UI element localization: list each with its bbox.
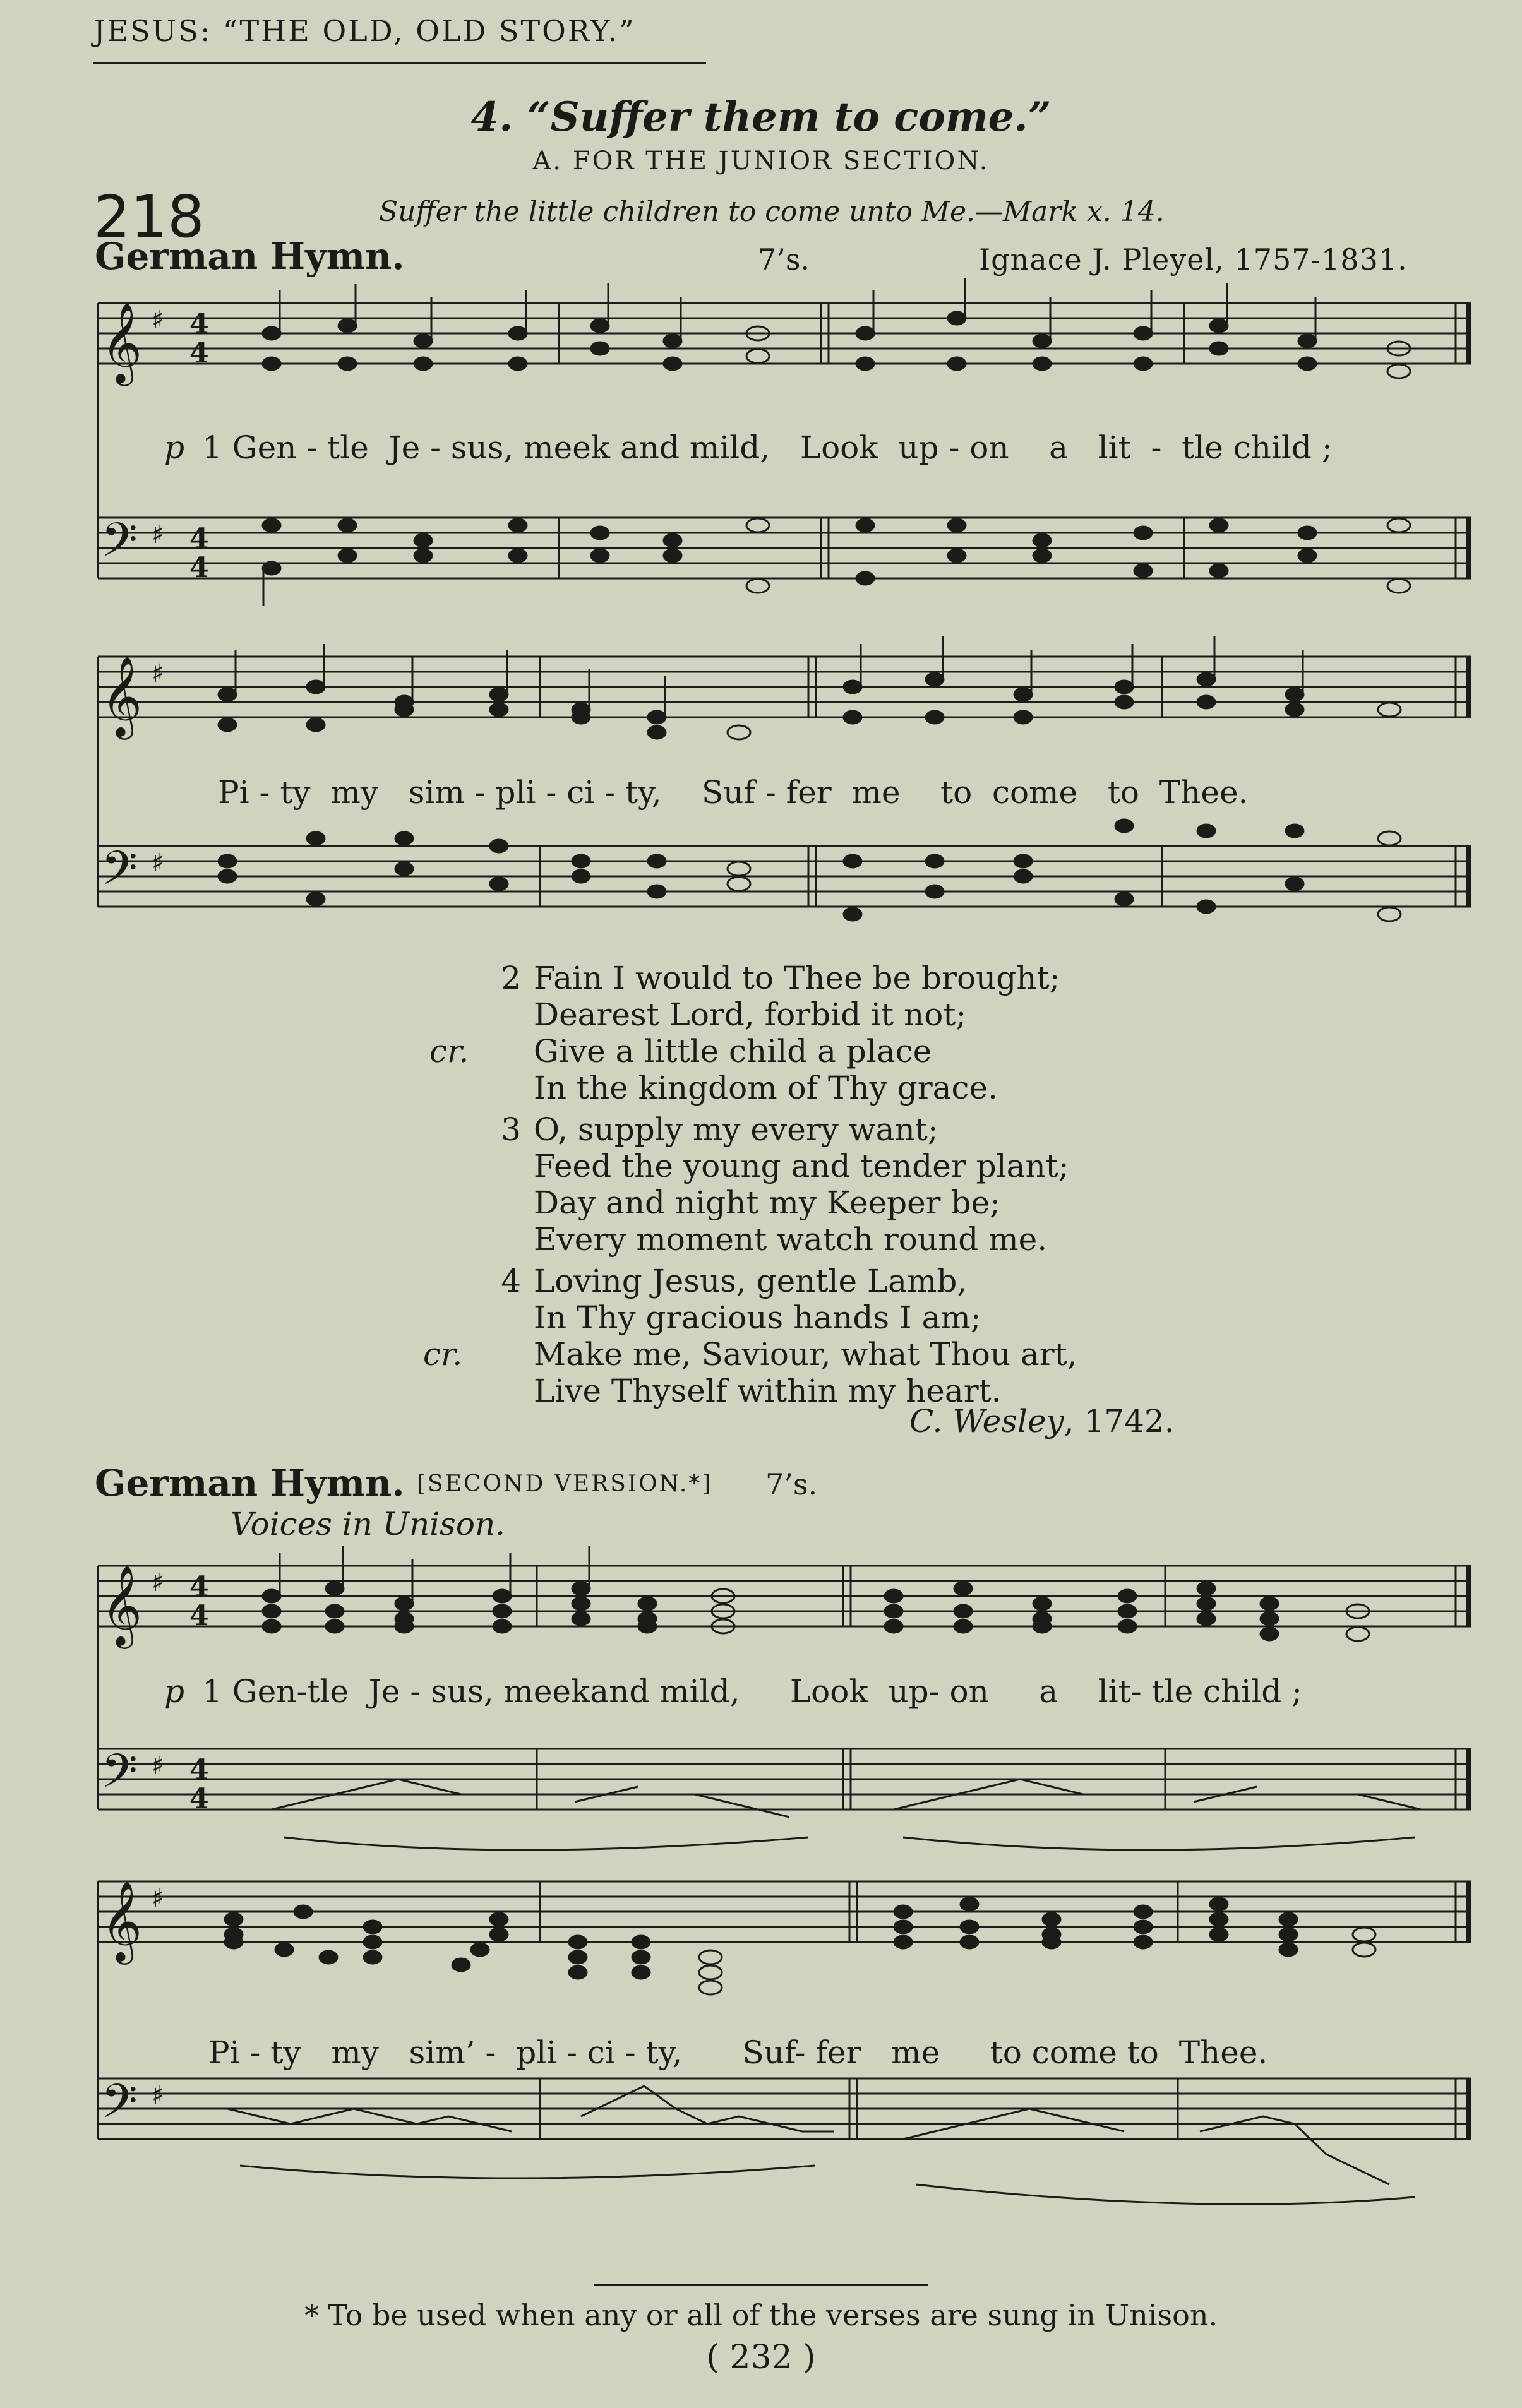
verse-line: In Thy gracious hands I am;: [534, 1299, 981, 1336]
author-name: C. Wesley: [909, 1403, 1064, 1439]
footnote: * To be used when any or all of the verses are sung in Unison.: [304, 2298, 1218, 2332]
svg-text:♯: ♯: [152, 1884, 164, 1913]
scripture-epigraph: Suffer the little children to come unto Me.—Mark x. 14.: [379, 196, 1165, 228]
svg-text:𝄞: 𝄞: [101, 655, 143, 736]
verses-block: [404, 960, 1077, 1409]
section-subtitle: A. FOR THE JUNIOR SECTION.: [532, 146, 990, 176]
verse-line: Dearest Lord, forbid it not;: [534, 996, 967, 1033]
verse-number: 3: [501, 1111, 521, 1148]
svg-text:4: 4: [189, 308, 209, 340]
verse-2: [404, 960, 1077, 1106]
verse-line: O, supply my every want;: [534, 1111, 938, 1148]
svg-text:4: 4: [189, 1571, 209, 1603]
section-title: 4. “Suffer them to come.”: [470, 93, 1052, 141]
dynamic-piano-2: p: [164, 1673, 185, 1710]
page-number: ( 232 ): [706, 2339, 816, 2376]
lyrics-line-4: Pi - ty my sim’ - pli - ci - ty, Suf- fer me to come to Thee.: [208, 2034, 1268, 2071]
author-attribution: [909, 1403, 1175, 1439]
svg-text:𝄢: 𝄢: [101, 2074, 138, 2140]
svg-text:4: 4: [189, 1754, 209, 1786]
crescendo-mark: cr.: [423, 1336, 463, 1373]
svg-text:𝄞: 𝄞: [101, 1880, 143, 1961]
verse-line: Feed the young and tender plant;: [534, 1148, 1069, 1184]
svg-text:♯: ♯: [152, 520, 164, 549]
footnote-rule: [594, 2284, 928, 2286]
verse-line: Day and night my Keeper be;: [534, 1184, 1000, 1221]
svg-text:𝄢: 𝄢: [101, 1744, 138, 1810]
verse-line: Give a little child a place: [534, 1033, 932, 1070]
verse-mark: [404, 996, 521, 1033]
verse-line: In the kingdom of Thy grace.: [534, 1070, 998, 1106]
svg-text:4: 4: [189, 1600, 209, 1632]
header-rule: [93, 62, 706, 64]
svg-text:4: 4: [189, 523, 209, 555]
svg-text:4: 4: [189, 1783, 209, 1815]
svg-text:4: 4: [189, 552, 209, 584]
lyrics-line-3: 1 Gen-tle Je - sus, meekand mild, Look up- on a lit- tle child ;: [202, 1673, 1302, 1710]
svg-text:𝄢: 𝄢: [101, 513, 138, 579]
svg-text:♯: ♯: [152, 2081, 164, 2110]
verse-line: Fain I would to Thee be brought;: [534, 960, 1060, 996]
verse-line: Every moment watch round me.: [534, 1221, 1048, 1258]
crescendo-mark: cr.: [429, 1033, 469, 1070]
lyrics-line-1: 1 Gen - tle Je - sus, meek and mild, Look up - on a lit - tle child ;: [202, 429, 1333, 466]
verse-number: 4: [501, 1263, 521, 1299]
author-year: , 1742.: [1064, 1403, 1175, 1439]
svg-text:𝄢: 𝄢: [101, 841, 138, 907]
verse-line: Make me, Saviour, what Thou art,: [534, 1336, 1077, 1373]
svg-text:𝄞: 𝄞: [101, 302, 143, 383]
running-header: JESUS: “THE OLD, OLD STORY.”: [93, 14, 636, 48]
svg-text:4: 4: [189, 337, 209, 369]
svg-text:♯: ♯: [152, 1568, 164, 1597]
verse-line: Live Thyself within my heart.: [534, 1373, 1002, 1409]
second-version-label: [SECOND VERSION.*]: [417, 1471, 713, 1497]
performance-direction: Voices in Unison.: [231, 1506, 506, 1542]
tune-name: German Hymn.: [95, 235, 405, 278]
svg-text:♯: ♯: [152, 849, 164, 878]
verse-mark: [404, 1070, 521, 1106]
verse-4: [404, 1263, 1077, 1409]
svg-text:𝄞: 𝄞: [101, 1565, 143, 1645]
composer: Ignace J. Pleyel, 1757-1831.: [979, 242, 1408, 277]
meter: 7’s.: [758, 242, 810, 277]
dynamic-piano: p: [164, 429, 185, 466]
hymn-number: 218: [93, 183, 205, 251]
svg-text:♯: ♯: [152, 659, 164, 688]
music-system-3: [0, 1541, 1522, 1894]
verse-3: [404, 1111, 1077, 1258]
svg-text:♯: ♯: [152, 306, 164, 335]
second-meter: 7’s.: [765, 1467, 818, 1501]
verse-line: Loving Jesus, gentle Lamb,: [534, 1263, 968, 1299]
second-tune-name: German Hymn.: [95, 1462, 405, 1505]
verse-number: 2: [501, 960, 521, 996]
lyrics-line-2: Pi - ty my sim - pli - ci - ty, Suf - fer me to come to Thee.: [218, 774, 1249, 811]
svg-text:♯: ♯: [152, 1751, 164, 1780]
